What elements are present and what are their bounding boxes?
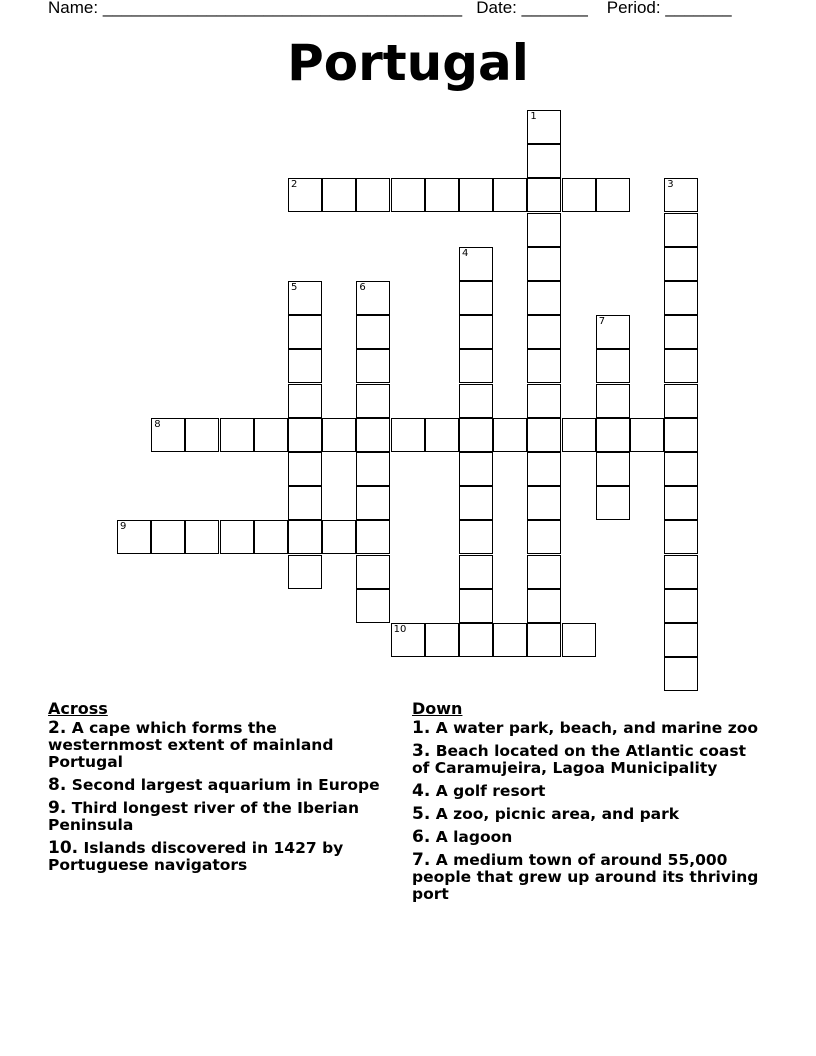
clue-number: 10. [48, 838, 79, 858]
grid-cell[interactable] [391, 623, 425, 657]
clue-down-4 [412, 783, 762, 800]
grid-cell[interactable] [356, 281, 390, 315]
grid-cell[interactable] [322, 418, 356, 452]
clue-across-10 [48, 840, 388, 874]
grid-cell[interactable] [356, 520, 390, 554]
cell-number: 1 [530, 111, 537, 122]
cell-number: 3 [667, 179, 674, 191]
grid-cell[interactable] [288, 281, 322, 315]
grid-cell[interactable] [664, 657, 698, 691]
name-label: Name: [48, 0, 99, 17]
grid-cell[interactable] [527, 384, 561, 418]
clue-across-2 [48, 720, 388, 771]
grid-cell[interactable] [459, 486, 493, 520]
clue-text: A cape which forms the westernmost extent of mainland Portugal [48, 719, 334, 771]
grid-cell[interactable] [459, 623, 493, 657]
clue-text: Second largest aquarium in Europe [71, 776, 380, 794]
clue-text: A zoo, picnic area, and park [435, 805, 680, 823]
grid-cell[interactable] [527, 281, 561, 315]
grid-cell[interactable] [185, 418, 219, 452]
grid-cell[interactable] [562, 418, 596, 452]
clue-text: A lagoon [435, 828, 513, 846]
clue-down-5 [412, 806, 762, 823]
down-heading: Down [412, 699, 463, 718]
grid-cell[interactable] [664, 589, 698, 623]
cell-number: 5 [291, 282, 298, 293]
grid-cell[interactable] [562, 178, 596, 212]
grid-cell[interactable] [459, 452, 493, 486]
grid-cell[interactable] [596, 349, 630, 383]
grid-cell[interactable] [425, 418, 459, 452]
grid-cell[interactable] [288, 315, 322, 349]
grid-cell[interactable] [596, 486, 630, 520]
grid-cell[interactable] [527, 315, 561, 349]
grid-cell[interactable] [356, 178, 390, 212]
grid-cell[interactable] [391, 178, 425, 212]
grid-cell[interactable] [459, 520, 493, 554]
grid-cell[interactable] [459, 589, 493, 623]
clue-number: 4. [412, 781, 431, 801]
clue-text: Islands discovered in 1427 by Portuguese navigators [48, 839, 344, 874]
grid-cell[interactable] [527, 144, 561, 178]
cell-number: 4 [462, 247, 469, 259]
period-field[interactable]: _______ [665, 0, 732, 17]
grid-cell[interactable] [527, 520, 561, 554]
grid-cell[interactable] [527, 247, 561, 281]
grid-cell[interactable] [459, 281, 493, 315]
grid-cell[interactable] [322, 520, 356, 554]
grid-cell[interactable] [322, 178, 356, 212]
clue-text: Beach located on the Atlantic coast of Caramujeira, Lagoa Municipality [412, 742, 747, 777]
grid-cell[interactable] [562, 623, 596, 657]
grid-cell[interactable] [527, 110, 561, 144]
clue-number: 9. [48, 798, 67, 818]
grid-cell[interactable] [664, 555, 698, 589]
grid-cell[interactable] [664, 178, 698, 212]
grid-cell[interactable] [288, 418, 322, 452]
grid-cell[interactable] [527, 589, 561, 623]
clue-down-7 [412, 852, 762, 903]
grid-cell[interactable] [664, 452, 698, 486]
grid-cell[interactable] [664, 520, 698, 554]
grid-cell[interactable] [220, 418, 254, 452]
cell-number: 8 [154, 418, 161, 430]
grid-cell[interactable] [356, 384, 390, 418]
grid-cell[interactable] [527, 555, 561, 589]
grid-cell[interactable] [459, 178, 493, 212]
clue-down-6 [412, 829, 762, 846]
clue-text: A medium town of around 55,000 people that grew up around its thriving port [412, 851, 759, 903]
clue-number: 5. [412, 804, 431, 824]
grid-cell[interactable] [185, 520, 219, 554]
cell-number: 9 [120, 521, 127, 533]
clue-across-8 [48, 777, 388, 794]
grid-cell[interactable] [356, 486, 390, 520]
grid-cell[interactable] [356, 555, 390, 589]
clue-down-1 [412, 720, 762, 737]
clue-down-3 [412, 743, 762, 777]
grid-cell[interactable] [664, 281, 698, 315]
grid-cell[interactable] [527, 178, 561, 212]
clue-number: 6. [412, 827, 431, 847]
grid-cell[interactable] [630, 418, 664, 452]
grid-cell[interactable] [493, 178, 527, 212]
grid-cell[interactable] [664, 486, 698, 520]
clue-number: 8. [48, 775, 67, 795]
name-field[interactable]: ______________________________________ [102, 0, 463, 17]
clue-number: 7. [412, 850, 431, 870]
grid-cell[interactable] [288, 486, 322, 520]
grid-cell[interactable] [596, 384, 630, 418]
grid-cell[interactable] [356, 418, 390, 452]
grid-cell[interactable] [356, 349, 390, 383]
grid-cell[interactable] [664, 384, 698, 418]
grid-cell[interactable] [527, 452, 561, 486]
grid-cell[interactable] [664, 349, 698, 383]
clue-text: Third longest river of the Iberian Peninsula [48, 799, 359, 834]
period-label: Period: [606, 0, 661, 17]
cell-number: 10 [393, 624, 407, 635]
page-title: Portugal [287, 34, 529, 92]
grid-cell[interactable] [459, 384, 493, 418]
grid-cell[interactable] [527, 349, 561, 383]
grid-cell[interactable] [596, 315, 630, 349]
grid-cell[interactable] [527, 213, 561, 247]
clue-across-9 [48, 800, 388, 834]
date-field[interactable]: _______ [521, 0, 588, 17]
grid-cell[interactable] [596, 418, 630, 452]
grid-cell[interactable] [288, 555, 322, 589]
clue-text: A golf resort [435, 782, 546, 800]
grid-cell[interactable] [459, 555, 493, 589]
grid-cell[interactable] [254, 418, 288, 452]
grid-cell[interactable] [391, 418, 425, 452]
grid-cell[interactable] [288, 452, 322, 486]
grid-cell[interactable] [151, 418, 185, 452]
grid-cell[interactable] [664, 623, 698, 657]
clue-number: 3. [412, 741, 431, 761]
grid-cell[interactable] [664, 315, 698, 349]
grid-cell[interactable] [527, 418, 561, 452]
grid-cell[interactable] [459, 418, 493, 452]
grid-cell[interactable] [596, 452, 630, 486]
cell-number: 6 [359, 282, 366, 293]
grid-cell[interactable] [664, 247, 698, 281]
across-heading: Across [48, 699, 108, 718]
grid-cell[interactable] [425, 178, 459, 212]
grid-cell[interactable] [493, 623, 527, 657]
grid-cell[interactable] [459, 315, 493, 349]
grid-cell[interactable] [288, 349, 322, 383]
grid-cell[interactable] [151, 520, 185, 554]
clue-number: 1. [412, 718, 431, 738]
clue-number: 2. [48, 718, 67, 738]
grid-cell[interactable] [254, 520, 288, 554]
grid-cell[interactable] [356, 452, 390, 486]
grid-cell[interactable] [596, 178, 630, 212]
grid-cell[interactable] [664, 418, 698, 452]
grid-cell[interactable] [527, 623, 561, 657]
grid-cell[interactable] [288, 384, 322, 418]
grid-cell[interactable] [425, 623, 459, 657]
across-clues [48, 700, 388, 880]
grid-cell[interactable] [664, 213, 698, 247]
grid-cell[interactable] [356, 315, 390, 349]
grid-cell[interactable] [288, 178, 322, 212]
grid-cell[interactable] [356, 589, 390, 623]
grid-cell[interactable] [459, 349, 493, 383]
clue-text: A water park, beach, and marine zoo [435, 719, 759, 737]
date-label: Date: [476, 0, 517, 17]
grid-cell[interactable] [493, 418, 527, 452]
cell-number: 2 [291, 179, 298, 191]
down-clues [412, 700, 762, 909]
cell-number: 7 [598, 316, 606, 328]
grid-cell[interactable] [527, 486, 561, 520]
grid-cell[interactable] [220, 520, 254, 554]
grid-cell[interactable] [288, 520, 322, 554]
grid-cell[interactable] [459, 247, 493, 281]
grid-cell[interactable] [117, 520, 151, 554]
